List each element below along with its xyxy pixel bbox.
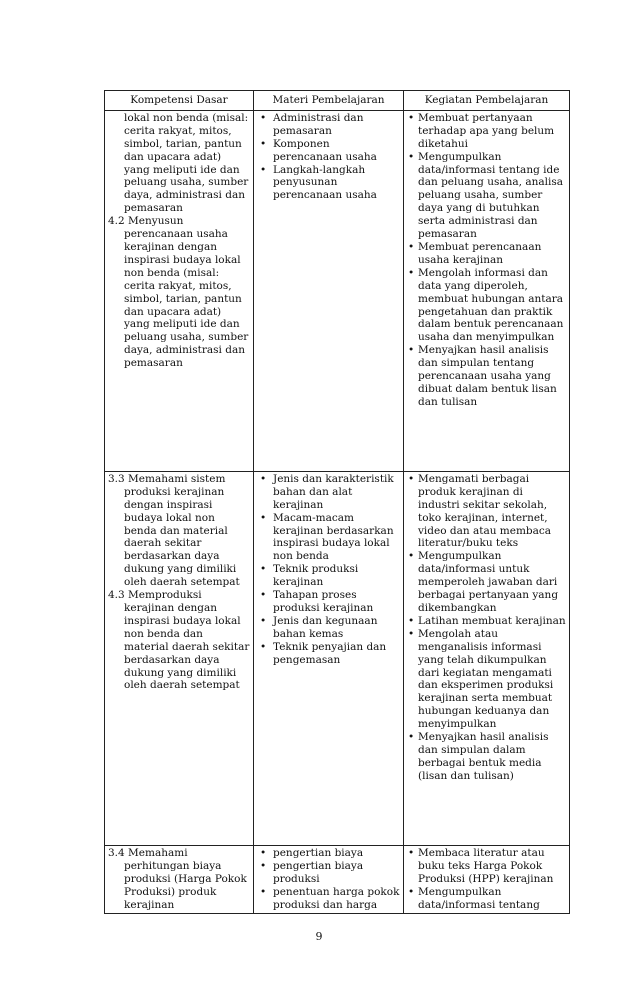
materi-item: • Teknik penyajian dan pengemasan [257,641,400,667]
kd-text: lokal non benda (misal: cerita rakyat, mitos, simbol, tarian, pantun dan upacara adat) yang meliputi ide dan peluang usaha, sumber daya, administrasi dan pemasaran [124,111,249,215]
header-kegiatan-pembelajaran: Kegiatan Pembelajaran [404,91,570,111]
kegiatan-item: • Latihan membuat kerajinan [407,615,566,628]
kegiatan-item: • Menyajkan hasil analisis dan simpulan tentang perencanaan usaha yang dibuat dalam bentuk lisan dan tulisan [407,344,566,409]
kegiatan-item: • Mengolah informasi dan data yang diperoleh, membuat hubungan antara pengetahuan dan praktik dalam bentuk perencanaan usaha dan menyimpulkan [407,267,566,344]
kd-cell [105,471,254,845]
kd-item [108,847,250,912]
table-header-row [105,91,570,111]
kd-text: Memproduksi kerajinan dengan inspirasi budaya lokal non benda dan material daerah sekitar berdasarkan daya dukung yang dimiliki oleh daerah setempat [124,589,250,692]
materi-item: • Macam-macam kerajinan berdasarkan inspirasi budaya lokal non benda [257,512,400,564]
materi-item: • penentuan harga pokok produksi dan harga [257,886,400,912]
kd-text: Memahami sistem produksi kerajinan dengan inspirasi budaya lokal non benda dan material daerah sekitar berdasarkan daya dukung yang dimiliki oleh daerah setempat [124,472,240,589]
kegiatan-item: • Membaca literatur atau buku teks Harga Pokok Produksi (HPP) kerajinan [407,847,566,886]
materi-item: • Administrasi dan pemasaran [257,112,400,138]
kd-item [108,473,250,589]
table-row [105,845,570,913]
kegiatan-cell [404,110,570,471]
kegiatan-item: • Mengolah atau menganalisis informasi yang telah dikumpulkan dari kegiatan mengamati dan eksperimen produksi kerajinan serta membuat hubungan keduanya dan menyimpulkan [407,628,566,731]
kegiatan-item: • Mengumpulkan data/informasi tentang ide dan peluang usaha, analisa peluang usaha, sumber daya yang di butuhkan serta administrasi dan pemasaran [407,151,566,241]
table-row [105,110,570,471]
materi-item: • pengertian biaya produksi [257,860,400,886]
materi-cell [254,845,404,913]
kd-item [108,112,250,215]
kd-number: 4.2 [108,215,125,228]
kegiatan-item: • Mengumpulkan data/informasi tentang [407,886,566,912]
materi-item: • Teknik produksi kerajinan [257,563,400,589]
page-number: 9 [315,930,323,943]
materi-item: • pengertian biaya [257,847,400,860]
header-materi-pembelajaran: Materi Pembelajaran [254,91,404,111]
kd-text: Menyusun perencanaan usaha kerajinan dengan inspirasi budaya lokal non benda (misal: cerita rakyat, mitos, simbol, tarian, pantun dan upacara adat) yang meliputi ide dan peluang usaha, sumber daya, administrasi dan pemasaran [124,215,249,370]
kd-item [108,589,250,692]
kd-number: 3.3 [108,472,125,485]
materi-item: • Tahapan proses produksi kerajinan [257,589,400,615]
materi-item: • Komponen perencanaan usaha [257,138,400,164]
kd-cell [105,845,254,913]
kd-number: 3.4 [108,846,125,859]
kegiatan-item: • Membuat perencanaan usaha kerajinan [407,241,566,267]
kegiatan-cell [404,471,570,845]
kd-number: 4.3 [108,589,125,602]
header-kompetensi-dasar: Kompetensi Dasar [105,91,254,111]
kegiatan-item: • Mengamati berbagai produk kerajinan di industri sekitar sekolah, toko kerajinan, internet, video dan atau membaca literatur/buku teks [407,473,566,550]
materi-item: • Langkah-langkah penyusunan perencanaan usaha [257,164,400,203]
kegiatan-cell [404,845,570,913]
materi-item: • Jenis dan kegunaan bahan kemas [257,615,400,641]
table-row [105,471,570,845]
kegiatan-item: • Mengumpulkan data/informasi untuk memperoleh jawaban dari berbagai pertanyaan yang dikembangkan [407,550,566,615]
materi-cell [254,471,404,845]
materi-cell [254,110,404,471]
kd-item [108,215,250,370]
kegiatan-item: • Membuat pertanyaan terhadap apa yang belum diketahui [407,112,566,151]
materi-item: • Jenis dan karakteristik bahan dan alat kerajinan [257,473,400,512]
kd-text: Memahami perhitungan biaya produksi (Harga Pokok Produksi) produk kerajinan [124,846,247,911]
kd-cell [105,110,254,471]
curriculum-table [104,90,570,914]
kegiatan-item: • Menyajkan hasil analisis dan simpulan dalam berbagai bentuk media (lisan dan tulisan) [407,731,566,783]
